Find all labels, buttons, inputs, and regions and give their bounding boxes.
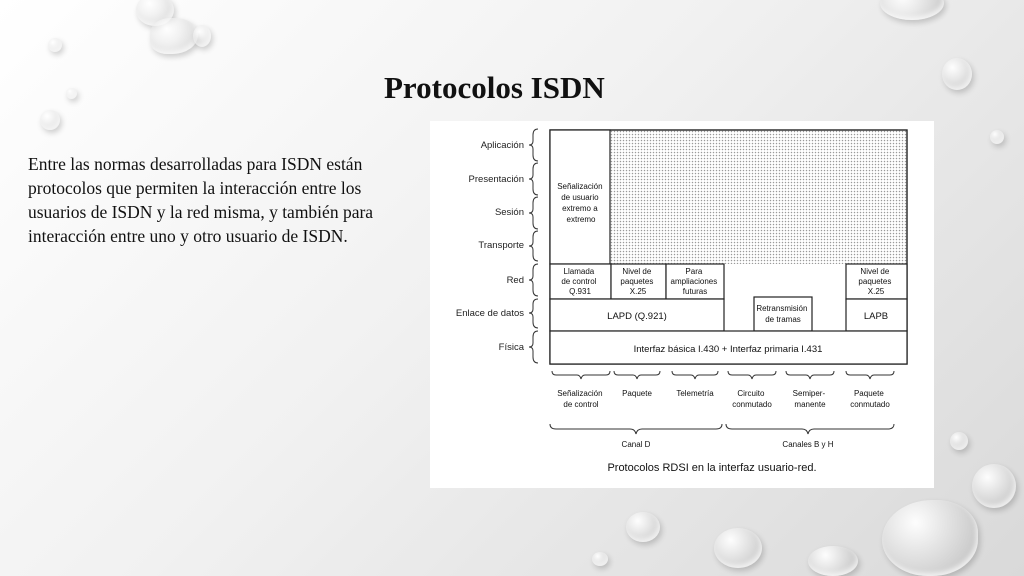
water-drop: [714, 528, 762, 568]
isdn-protocol-diagram: [430, 121, 934, 488]
channel-bh-label: Canales B y H: [782, 440, 834, 449]
layer-brace: [529, 331, 538, 363]
layer-label-fisica: Física: [498, 342, 524, 353]
water-drop: [150, 18, 198, 54]
water-drop: [972, 464, 1016, 508]
lapb-text: LAPB: [863, 311, 889, 322]
packet-level-x25-text: Nivel de paquetes X.25: [858, 267, 892, 296]
signaling-text: Señalización de usuario extremo a extremo: [557, 182, 603, 224]
channel-bh-brace: [726, 424, 894, 434]
service-brace: [552, 371, 610, 379]
service-brace: [614, 371, 660, 379]
frame-relay-box: [754, 297, 812, 331]
service-label-packet: Paquete: [622, 389, 652, 398]
service-label-circuit-switched: Circuito conmutado: [732, 389, 772, 409]
isdn-diagram-svg: [430, 121, 934, 488]
water-drop: [193, 25, 211, 47]
water-drop: [40, 110, 60, 130]
packet-level-text: Nivel de paquetes X.25: [620, 267, 654, 296]
service-label-control-signaling: Señalización de control: [557, 389, 603, 409]
water-drop: [66, 88, 77, 99]
water-drop: [626, 512, 660, 542]
layer-label-sesion: Sesión: [494, 207, 524, 218]
service-brace: [786, 371, 834, 379]
service-brace: [728, 371, 776, 379]
layer-label-red: Red: [506, 275, 524, 286]
service-brace: [846, 371, 894, 379]
service-brace: [672, 371, 718, 379]
water-drop: [882, 500, 978, 576]
service-label-semipermanent: Semiper- manente: [792, 389, 826, 409]
water-drop: [942, 58, 972, 90]
water-drop: [48, 38, 62, 52]
slide-body-text: Entre las normas desarrolladas para ISDN están protocolos que permiten la interacción entre los usuarios de ISDN y la red misma, y también para interacción entre uno y otro usuario de ISDN.: [28, 154, 374, 246]
layer-brace: [529, 129, 538, 161]
layer-brace: [529, 299, 538, 328]
layer-brace: [529, 264, 538, 296]
call-control-text: Llamada de control Q.931: [561, 267, 597, 296]
service-label-packet-switched: Paquete conmutado: [850, 389, 890, 409]
layer-label-transporte: Transporte: [478, 240, 524, 251]
layer-label-presentacion: Presentación: [468, 174, 524, 185]
water-drop: [950, 432, 968, 450]
slide-title: Protocolos ISDN: [384, 70, 605, 105]
water-drop: [808, 546, 858, 576]
frame-relay-text: Retransmisión de tramas: [756, 304, 808, 324]
layer-brace: [529, 163, 538, 195]
layer-brace: [529, 231, 538, 261]
layer-label-enlace: Enlace de datos: [455, 308, 524, 319]
future-extensions-text: Para ampliaciones futuras: [670, 267, 718, 296]
channel-d-brace: [550, 424, 722, 434]
diagram-caption: Protocolos RDSI en la interfaz usuario-red.: [607, 462, 817, 474]
lapd-text: LAPD (Q.921): [607, 311, 667, 322]
layer-brace: [529, 197, 538, 229]
service-label-telemetry: Telemetría: [676, 389, 714, 398]
higher-layers-area: [610, 130, 907, 264]
layer-label-aplicacion: Aplicación: [480, 140, 524, 151]
channel-d-label: Canal D: [621, 440, 651, 449]
physical-interface-text: Interfaz básica I.430 + Interfaz primaria I.431: [633, 344, 823, 355]
water-drop: [880, 0, 944, 20]
water-drop: [990, 130, 1004, 144]
water-drop: [592, 552, 608, 566]
